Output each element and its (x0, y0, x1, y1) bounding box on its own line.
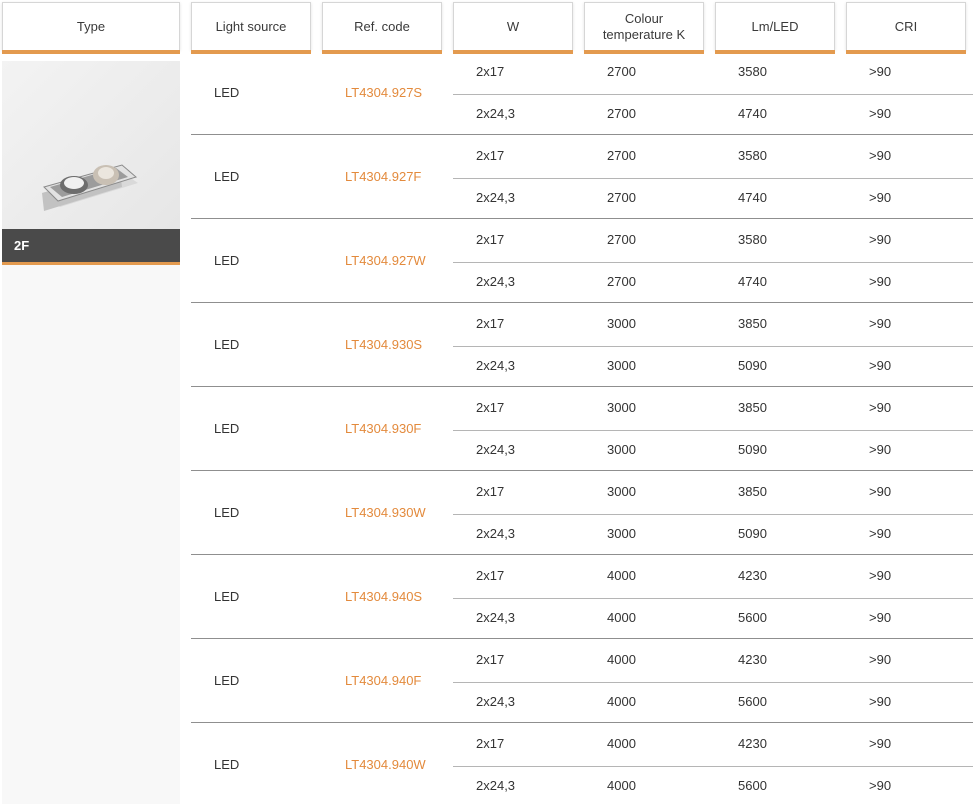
cri-cell: >90 (869, 778, 892, 793)
lumen-cell: 3580 (738, 148, 767, 163)
cri-cell: >90 (869, 190, 892, 205)
watt-cell: 2x24,3 (476, 778, 516, 793)
cri-cell: >90 (869, 568, 892, 583)
header-cri (846, 2, 966, 50)
row-divider (453, 262, 973, 263)
header-type (2, 2, 180, 50)
cri-cell: >90 (869, 64, 892, 79)
colour-temperature-cell: 4000 (607, 568, 636, 583)
watt-cell: 2x17 (476, 652, 505, 667)
row-divider (453, 430, 973, 431)
row-divider (453, 94, 973, 95)
light-source-cell: LED (214, 253, 240, 268)
ref-code-cell: LT4304.927S (345, 85, 423, 100)
lumen-cell: 5600 (738, 694, 767, 709)
cri-cell: >90 (869, 484, 892, 499)
watt-cell: 2x17 (476, 484, 505, 499)
header-cri-label: CRI (894, 18, 918, 34)
light-source-cell: LED (214, 673, 240, 688)
group-divider (191, 638, 973, 639)
lumen-cell: 4230 (738, 736, 767, 751)
row-divider (453, 598, 973, 599)
colour-temperature-cell: 4000 (607, 778, 636, 793)
lumen-cell: 3850 (738, 316, 767, 331)
header-watt (453, 2, 573, 50)
row-divider (453, 514, 973, 515)
watt-cell: 2x24,3 (476, 274, 516, 289)
watt-cell: 2x24,3 (476, 610, 516, 625)
colour-temperature-cell: 4000 (607, 736, 636, 751)
colour-temperature-cell: 3000 (607, 316, 636, 331)
header-light-source-label: Light source (215, 18, 287, 34)
watt-cell: 2x17 (476, 736, 505, 751)
lumen-cell: 3580 (738, 232, 767, 247)
lumen-cell: 4230 (738, 568, 767, 583)
header-ref-code-label: Ref. code (354, 18, 410, 34)
cri-cell: >90 (869, 316, 892, 331)
row-divider (453, 346, 973, 347)
watt-cell: 2x24,3 (476, 694, 516, 709)
colour-temperature-cell: 4000 (607, 694, 636, 709)
group-divider (191, 722, 973, 723)
lumen-cell: 4740 (738, 190, 767, 205)
cri-cell: >90 (869, 694, 892, 709)
header-lm-led (715, 2, 835, 50)
lumen-cell: 3580 (738, 64, 767, 79)
light-source-cell: LED (214, 85, 240, 100)
lumen-cell: 5090 (738, 358, 767, 373)
ref-code-cell: LT4304.930W (345, 505, 426, 520)
lumen-cell: 4230 (738, 652, 767, 667)
colour-temperature-cell: 3000 (607, 442, 636, 457)
colour-temperature-cell: 3000 (607, 526, 636, 541)
light-source-cell: LED (214, 589, 240, 604)
watt-cell: 2x17 (476, 568, 505, 583)
colour-temperature-cell: 2700 (607, 106, 636, 121)
row-divider (453, 178, 973, 179)
cri-cell: >90 (869, 526, 892, 541)
header-ref-code (322, 2, 442, 50)
watt-cell: 2x24,3 (476, 442, 516, 457)
row-divider (453, 766, 973, 767)
cri-cell: >90 (869, 358, 892, 373)
header-colour-temperature-line2: temperature K (602, 26, 686, 42)
lumen-cell: 4740 (738, 274, 767, 289)
watt-cell: 2x17 (476, 232, 505, 247)
group-divider (191, 218, 973, 219)
header-colour-temperature-label (603, 11, 685, 43)
colour-temperature-cell: 2700 (607, 190, 636, 205)
lumen-cell: 4740 (738, 106, 767, 121)
light-source-cell: LED (214, 337, 240, 352)
colour-temperature-cell: 2700 (607, 274, 636, 289)
light-source-cell: LED (214, 421, 240, 436)
cri-cell: >90 (869, 400, 892, 415)
group-divider (191, 134, 973, 135)
colour-temperature-cell: 3000 (607, 484, 636, 499)
lumen-cell: 3850 (738, 484, 767, 499)
watt-cell: 2x24,3 (476, 526, 516, 541)
ref-code-cell: LT4304.930F (345, 421, 422, 436)
colour-temperature-cell: 4000 (607, 652, 636, 667)
light-source-cell: LED (214, 505, 240, 520)
header-type-label: Type (76, 18, 106, 34)
cri-cell: >90 (869, 148, 892, 163)
ref-code-cell: LT4304.927W (345, 253, 426, 268)
watt-cell: 2x17 (476, 148, 505, 163)
watt-cell: 2x24,3 (476, 190, 516, 205)
group-divider (191, 302, 973, 303)
header-colour-temperature (584, 2, 704, 50)
group-divider (191, 386, 973, 387)
cri-cell: >90 (869, 232, 892, 247)
lumen-cell: 5090 (738, 442, 767, 457)
colour-temperature-cell: 2700 (607, 148, 636, 163)
header-light-source (191, 2, 311, 50)
cri-cell: >90 (869, 736, 892, 751)
cri-cell: >90 (869, 106, 892, 121)
light-source-cell: LED (214, 169, 240, 184)
ref-code-cell: LT4304.940F (345, 673, 422, 688)
type-badge-label: 2F (14, 238, 30, 253)
colour-temperature-cell: 3000 (607, 400, 636, 415)
header-lm-led-label: Lm/LED (751, 18, 799, 34)
lumen-cell: 5090 (738, 526, 767, 541)
watt-cell: 2x24,3 (476, 358, 516, 373)
row-divider (453, 682, 973, 683)
ref-code-cell: LT4304.927F (345, 169, 422, 184)
colour-temperature-cell: 4000 (607, 610, 636, 625)
ref-code-cell: LT4304.940S (345, 589, 423, 604)
cri-cell: >90 (869, 274, 892, 289)
cri-cell: >90 (869, 442, 892, 457)
watt-cell: 2x17 (476, 400, 505, 415)
watt-cell: 2x24,3 (476, 106, 516, 121)
watt-cell: 2x17 (476, 64, 505, 79)
header-watt-label: W (506, 18, 520, 34)
ref-code-cell: LT4304.930S (345, 337, 423, 352)
cri-cell: >90 (869, 652, 892, 667)
lumen-cell: 5600 (738, 610, 767, 625)
luminaire-illustration (2, 61, 180, 229)
header-colour-temperature-line1: Colour (624, 10, 664, 26)
lumen-cell: 3850 (738, 400, 767, 415)
product-image (2, 61, 180, 229)
group-divider (191, 470, 973, 471)
type-badge (2, 229, 180, 262)
colour-temperature-cell: 2700 (607, 64, 636, 79)
ref-code-cell: LT4304.940W (345, 757, 426, 772)
colour-temperature-cell: 2700 (607, 232, 636, 247)
cri-cell: >90 (869, 610, 892, 625)
lumen-cell: 5600 (738, 778, 767, 793)
colour-temperature-cell: 3000 (607, 358, 636, 373)
group-divider (191, 554, 973, 555)
light-source-cell: LED (214, 757, 240, 772)
watt-cell: 2x17 (476, 316, 505, 331)
